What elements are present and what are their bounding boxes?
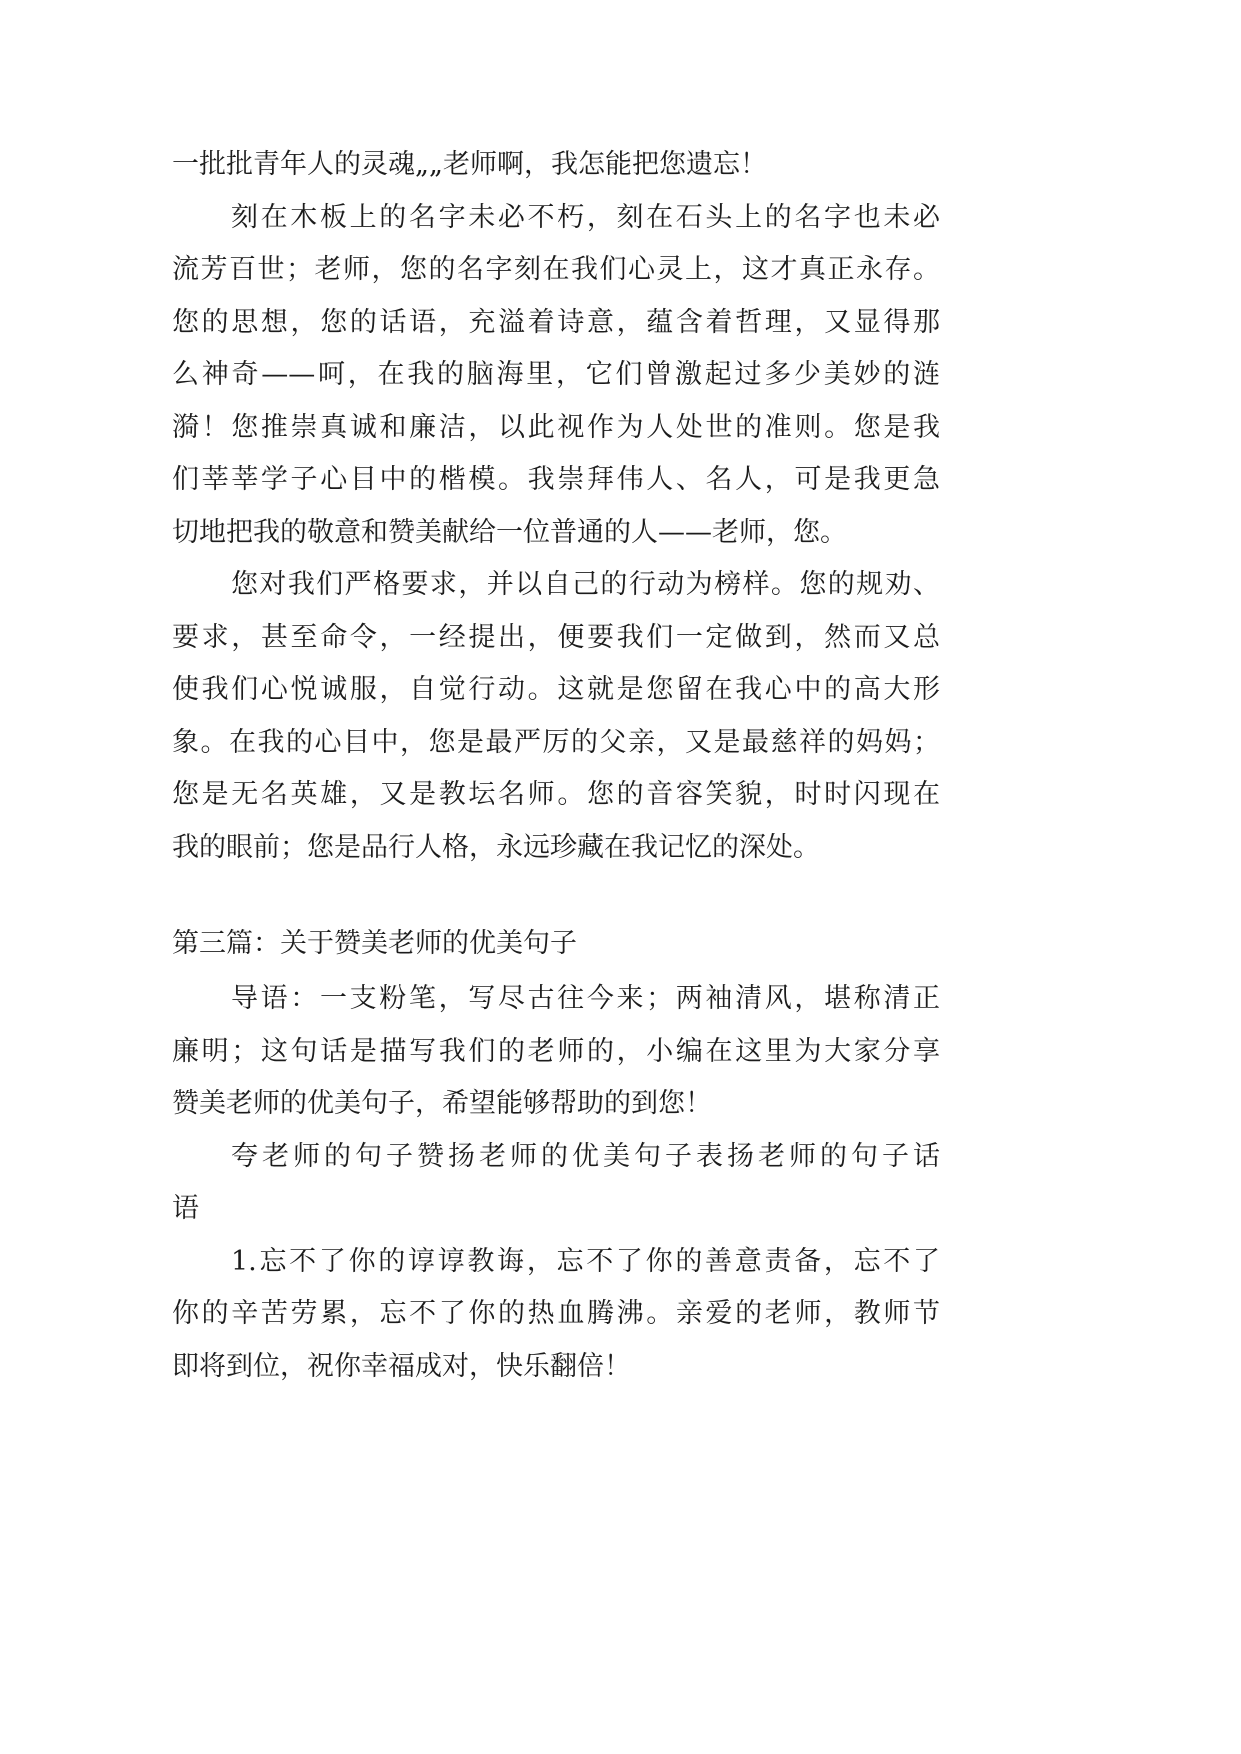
paragraph-line: 您的思想，您的话语，充溢着诗意，蕴含着哲理，又显得那 [172, 306, 940, 338]
paragraph-line: 您是无名英雄，又是教坛名师。您的音容笑貌，时时闪现在 [172, 779, 940, 810]
section-heading-text: 第三篇：关于赞美老师的优美句子 [172, 928, 577, 959]
paragraph-line: 要求，甚至命令，一经提出，便要我们一定做到，然而又总 [172, 621, 940, 653]
section-heading [172, 918, 940, 973]
paragraph-line: 夸老师的句子赞扬老师的优美句子表扬老师的句子话 [231, 1140, 940, 1172]
paragraph [172, 559, 940, 874]
paragraph-line: 一批批青年人的灵魂„„老师啊，我怎能把您遗忘！ [172, 149, 767, 180]
paragraph-line: 使我们心悦诚服，自觉行动。这就是您留在我心中的高大形 [172, 674, 940, 705]
paragraph-line: 导语：一支粉笔，写尽古往今来；两袖清风，堪称清正 [231, 983, 940, 1014]
paragraph-line: 赞美老师的优美句子，希望能够帮助的到您！ [172, 1088, 712, 1119]
paragraph-line: 我的眼前；您是品行人格，永远珍藏在我记忆的深处。 [172, 831, 820, 863]
paragraph-line: 漪！您推崇真诚和廉洁，以此视作为人处世的准则。您是我 [172, 411, 940, 443]
paragraph-line: 切地把我的敬意和赞美献给一位普通的人——老师，您。 [172, 516, 847, 548]
paragraph-line: 1.忘不了你的谆谆教诲，忘不了你的善意责备，忘不了 [231, 1245, 940, 1277]
paragraph-line: 即将到位，祝你幸福成对，快乐翻倍！ [172, 1350, 631, 1382]
paragraph-continuation [172, 139, 940, 192]
paragraph-line: 象。在我的心目中，您是最严厉的父亲，又是最慈祥的妈妈； [172, 726, 940, 758]
paragraph [172, 1131, 940, 1236]
paragraph-line: 么神奇——呵，在我的脑海里，它们曾激起过多少美妙的涟 [172, 359, 940, 390]
paragraph-line: 刻在木板上的名字未必不朽，刻在石头上的名字也未必 [231, 201, 940, 233]
paragraph [172, 1236, 940, 1394]
paragraph [172, 192, 940, 560]
document-body [172, 139, 940, 1393]
paragraph-line: 您对我们严格要求，并以自己的行动为榜样。您的规劝、 [231, 569, 940, 600]
paragraph-line: 们莘莘学子心目中的楷模。我崇拜伟人、名人，可是我更急 [172, 464, 940, 495]
paragraph-line: 你的辛苦劳累，忘不了你的热血腾沸。亲爱的老师，教师节 [172, 1298, 940, 1329]
paragraph-line: 语 [172, 1193, 199, 1224]
paragraph-line: 廉明；这句话是描写我们的老师的，小编在这里为大家分享 [172, 1035, 940, 1067]
paragraph-line: 流芳百世；老师，您的名字刻在我们心灵上，这才真正永存。 [172, 254, 940, 285]
paragraph [172, 973, 940, 1131]
